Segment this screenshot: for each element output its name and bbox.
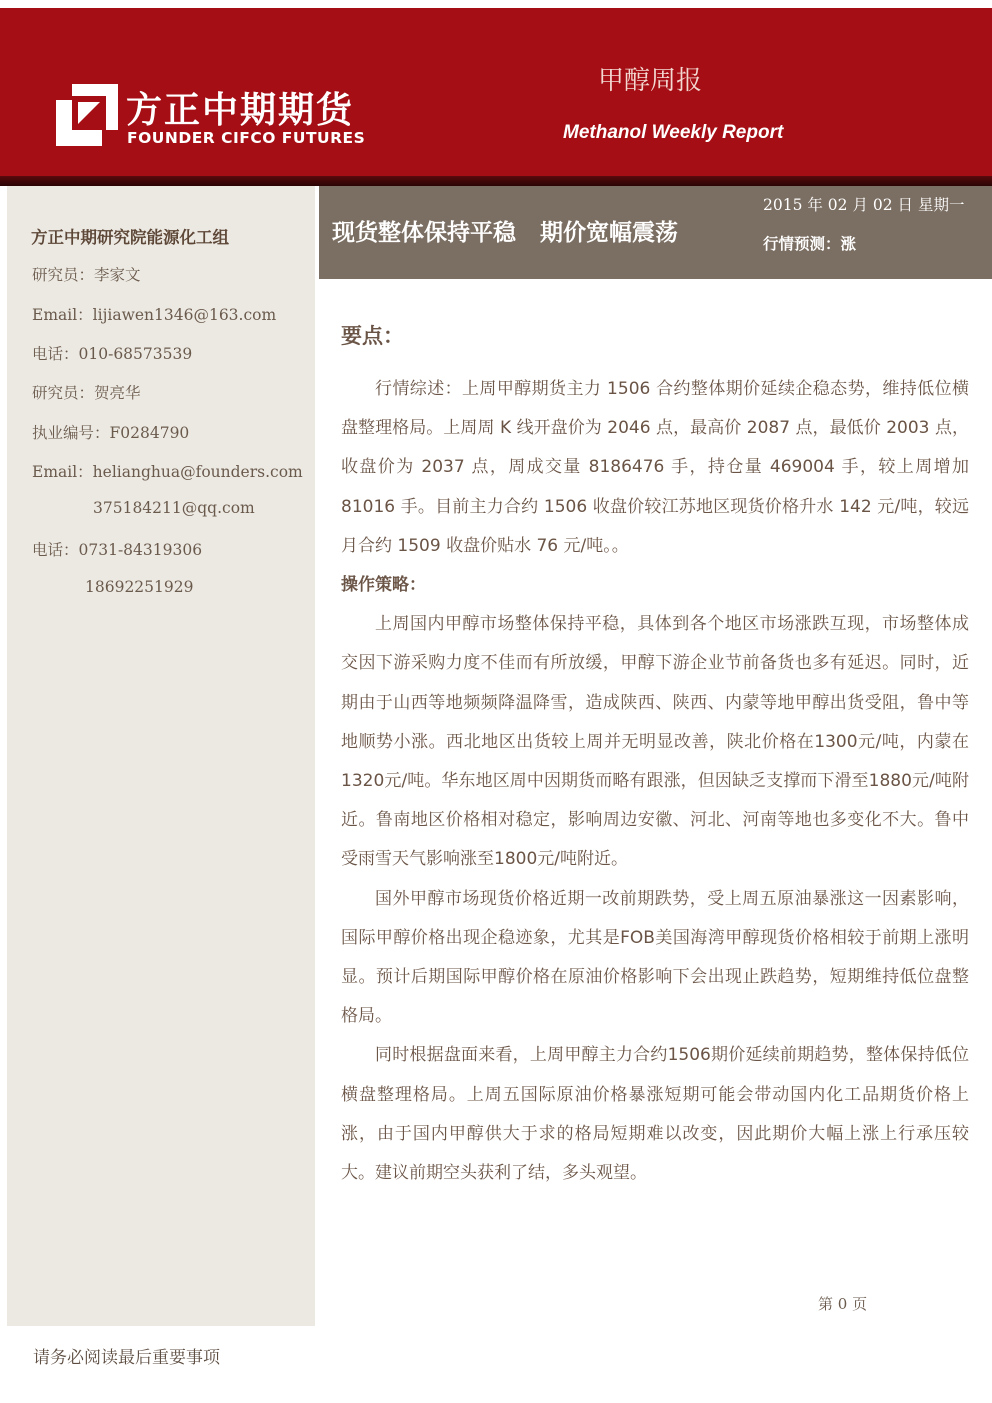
license-number: 执业编号：F0284790 <box>32 424 190 442</box>
founder-logo-icon <box>56 84 118 146</box>
overseas-market-paragraph: 国外甲醇市场现货价格近期一改前期跌势，受上周五原油暴涨这一因素影响，国际甲醇价格出现企稳迹象，尤其是FOB美国海湾甲醇现货价格相较于前期上涨明显。预计后期国际甲醇价格在原油价格影响下会出现止跌趋势，短期维持低位盘整格局。 <box>341 888 969 1027</box>
report-body <box>341 370 969 1193</box>
researcher-2-email[interactable]: Email：helianghua@founders.com <box>32 463 303 481</box>
report-title-cn: 甲醇周报 <box>598 66 703 96</box>
research-group: 方正中期研究院能源化工组 <box>31 228 229 247</box>
market-summary-paragraph: 行情综述：上周甲醇期货主力 1506 合约整体期价延续企稳态势，维持低位横盘整理格局。上周周 K 线开盘价为 2046 点，最高价 2087 点，最低价 2003 点，收盘价为 2037 点，周成交量 8186476 手，持仓量 469004 手，较上周增加 81016 手。目前主力合约 1506 收盘价较江苏地区现货价格升水 142 元/吨，较远月合约 1509 收盘价贴水 76 元/吨。。 <box>341 379 969 556</box>
researcher-2-phone: 电话：0731-84319306 <box>32 541 203 559</box>
page-number: 第 0 页 <box>818 1295 868 1313</box>
researcher-1-phone: 电话：010-68573539 <box>32 345 193 363</box>
researcher-1-email[interactable]: Email：lijiawen1346@163.com <box>32 306 277 324</box>
brand-name-en: FOUNDER CIFCO FUTURES <box>127 129 366 147</box>
header-divider <box>0 176 992 186</box>
strategy-heading: 操作策略： <box>341 575 426 596</box>
headline: 现货整体保持平稳 期价宽幅震荡 <box>332 220 679 246</box>
report-date: 2015 年 02 月 02 日 星期一 <box>763 196 965 214</box>
disclaimer-note: 请务必阅读最后重要事项 <box>33 1348 220 1368</box>
market-forecast: 行情预测：涨 <box>763 234 857 253</box>
researcher-1: 研究员：李家文 <box>32 266 141 284</box>
researcher-2-email-alt[interactable]: 375184211@qq.com <box>93 499 255 517</box>
report-title-en: Methanol Weekly Report <box>563 122 784 143</box>
researcher-2: 研究员：贺亮华 <box>32 384 141 402</box>
researcher-2-mobile: 18692251929 <box>85 578 194 596</box>
section-title: 要点： <box>341 324 404 348</box>
domestic-market-paragraph: 上周国内甲醇市场整体保持平稳，具体到各个地区市场涨跌互现，市场整体成交因下游采购力度不佳而有所放缓，甲醇下游企业节前备货也多有延迟。同时，近期由于山西等地频频降温降雪，造成陕西、陕西、内蒙等地甲醇出货受阻，鲁中等地顺势小涨。西北地区出货较上周并无明显改善，陕北价格在1300元/吨，内蒙在1320元/吨。华东地区周中因期货而略有跟涨，但因缺乏支撑而下滑至1880元/吨附近。鲁南地区价格相对稳定，影响周边安徽、河北、河南等地也多变化不大。鲁中受雨雪天气影响涨至1800元/吨附近。 <box>341 614 969 870</box>
outlook-paragraph: 同时根据盘面来看，上周甲醇主力合约1506期价延续前期趋势，整体保持低位横盘整理格局。上周五国际原油价格暴涨短期可能会带动国内化工品期货价格上涨，由于国内甲醇供大于求的格局短期难以改变，因此期价大幅上涨上行承压较大。建议前期空头获利了结，多头观望。 <box>341 1045 969 1184</box>
brand-name-cn: 方正中期期货 <box>126 90 355 131</box>
